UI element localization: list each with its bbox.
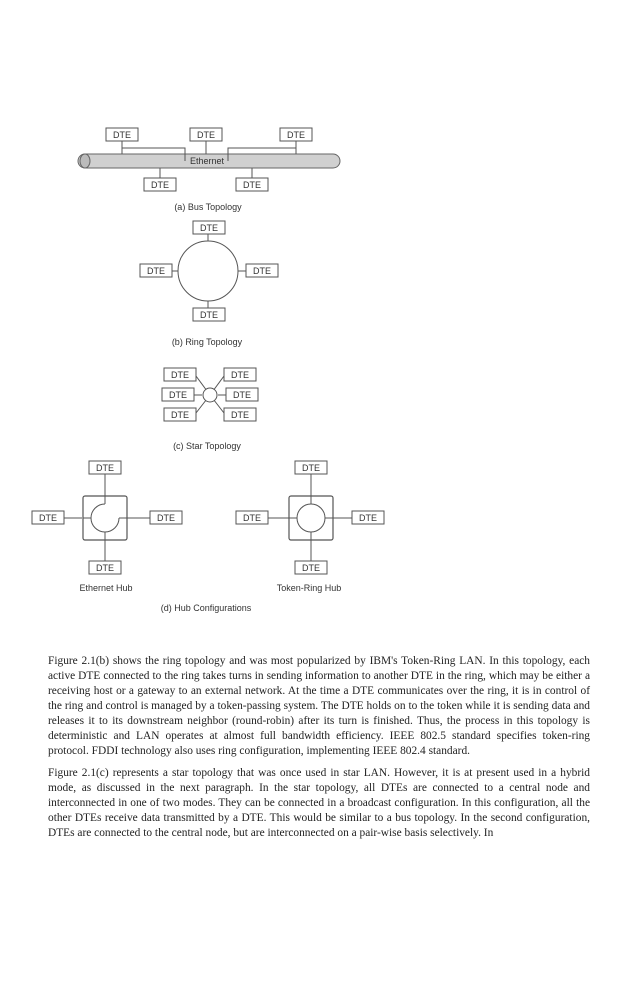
ethernet-label: Ethernet [189, 156, 225, 166]
ethernet-hub-configuration [32, 461, 182, 593]
dte-label: DTE [171, 370, 189, 380]
caption-hub-configurations: (d) Hub Configurations [160, 603, 252, 613]
dte-label: DTE [359, 513, 377, 523]
dte-label: DTE [39, 513, 57, 523]
bus-topology [78, 128, 340, 212]
bus-cable-end [80, 154, 90, 168]
dte-label: DTE [231, 370, 249, 380]
dte-label: DTE [253, 266, 271, 276]
dte-label: DTE [171, 410, 189, 420]
token-ring-hub-label: Token-Ring Hub [276, 583, 342, 593]
dte-label: DTE [243, 180, 261, 190]
dte-label: DTE [200, 310, 218, 320]
dte-label: DTE [147, 266, 165, 276]
dte-label: DTE [302, 563, 320, 573]
body-paragraph: Figure 2.1(b) shows the ring topology and was most popularized by IBM's Token-Ring LAN. In this topology, each active DTE connected to the ring takes turns in sending information to another DTE in the ring, which may be either a receiving host or a gateway to an external network. At the time a DTE communicates over the ring, it is in control of the ring and control is managed by a token-passing system. The DTE holds on to the token while it is sending data and releases it to its downstream neighbor (round-robin) after its turn is finished. Thus, the process in this topology is deterministic and LAN operates at almost full bandwidth efficiency. IEEE 802.5 standard specifies token-ring protocol. FDDI technology also uses ring configuration, implementing IEEE 802.4 standard. [48, 655, 590, 757]
ring-topology [140, 221, 278, 347]
dte-label: DTE [200, 223, 218, 233]
dte-label: DTE [96, 463, 114, 473]
dte-label: DTE [96, 563, 114, 573]
body-paragraph: Figure 2.1(c) represents a star topology that was once used in star LAN. However, it is at present used in a hybrid mode, as discussed in the next paragraph. In the star topology, all DTEs are connected to a central node and interconnected in one of two modes. They can be connected in a broadcast configuration. In this configuration, all the other DTEs receive data transmitted by a DTE. This would be similar to a bus topology. In the second configuration, DTEs are connected to the central node, but are interconnected on a pair-wise basis selectively. In [48, 767, 590, 839]
dte-label: DTE [151, 180, 169, 190]
star-central-node [203, 388, 217, 402]
dte-label: DTE [197, 130, 215, 140]
caption-ring-topology: (b) Ring Topology [171, 337, 243, 347]
dte-label: DTE [231, 410, 249, 420]
star-topology [162, 368, 258, 451]
dte-label: DTE [243, 513, 261, 523]
dte-label: DTE [233, 390, 251, 400]
caption-bus-topology: (a) Bus Topology [174, 202, 242, 212]
dte-label: DTE [302, 463, 320, 473]
token-ring-hub-configuration [236, 461, 384, 593]
dte-label: DTE [113, 130, 131, 140]
dte-label: DTE [169, 390, 187, 400]
dte-label: DTE [157, 513, 175, 523]
ring-circle [178, 241, 238, 301]
dte-label: DTE [287, 130, 305, 140]
ethernet-hub-label: Ethernet Hub [79, 583, 133, 593]
caption-star-topology: (c) Star Topology [173, 441, 241, 451]
